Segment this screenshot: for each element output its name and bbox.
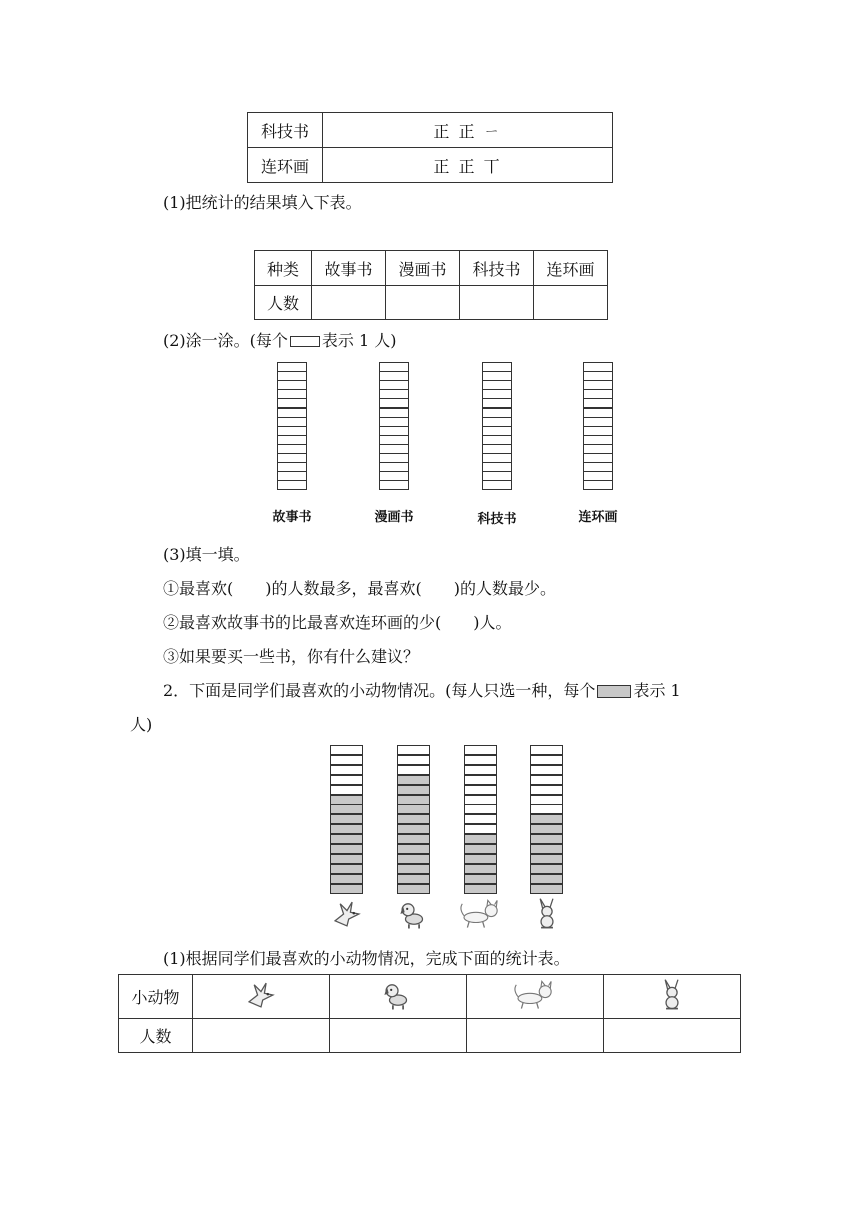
rabbit-icon <box>657 978 687 1012</box>
cat-icon <box>510 978 560 1012</box>
chart-cell <box>464 884 497 894</box>
chart-cell <box>397 864 430 874</box>
chart-cell <box>330 884 363 894</box>
chart-cell <box>330 804 363 814</box>
chart-cell <box>530 814 563 824</box>
bird-icon <box>330 897 364 931</box>
chart-cell <box>530 745 563 755</box>
chart-cell <box>330 814 363 824</box>
chart-cell <box>330 745 363 755</box>
animal-table-rabbit-cell <box>604 975 741 1019</box>
chart-cell <box>330 864 363 874</box>
question-3-item-3: ③如果要买一些书，你有什么建议？ <box>163 647 420 666</box>
animal-table-bird-cell <box>193 975 330 1019</box>
question-3-title: (3)填一填。 <box>163 545 250 564</box>
chart-cell <box>530 804 563 814</box>
coloring-cell[interactable] <box>379 480 409 490</box>
chart-cell <box>530 874 563 884</box>
question-2-text-before: (2)涂一涂。(每个 <box>163 331 288 350</box>
chart-cell <box>397 804 430 814</box>
animal-table-row-label: 人数 <box>119 1019 193 1053</box>
tally-label-science: 科技书 <box>248 113 323 148</box>
chart-cell <box>530 854 563 864</box>
tally-table <box>247 112 613 183</box>
result-row-label: 人数 <box>255 286 312 320</box>
dog-icon <box>397 897 431 931</box>
animal-count-cell[interactable] <box>330 1019 467 1053</box>
animal-table-cat-cell <box>467 975 604 1019</box>
chart-cell <box>530 775 563 785</box>
chart-cell <box>397 785 430 795</box>
chart-cell <box>530 785 563 795</box>
problem-2-text-line-2: 人) <box>130 715 153 734</box>
chart-cell <box>464 844 497 854</box>
chart-cell <box>397 824 430 834</box>
result-cell[interactable] <box>534 286 608 320</box>
chart-cell <box>530 844 563 854</box>
chart-cell <box>464 814 497 824</box>
chart-cell <box>530 884 563 894</box>
chart-cell <box>397 795 430 805</box>
animal-count-cell[interactable] <box>604 1019 741 1053</box>
chart-cell <box>330 795 363 805</box>
problem-2-text <box>163 678 681 701</box>
chart-cell <box>330 874 363 884</box>
coloring-cell[interactable] <box>277 480 307 490</box>
result-cell[interactable] <box>460 286 534 320</box>
chart-cell <box>397 844 430 854</box>
chart-cell <box>397 745 430 755</box>
chart-cell <box>330 755 363 765</box>
chart-cell <box>464 755 497 765</box>
chart-cell <box>330 785 363 795</box>
chart-cell <box>464 795 497 805</box>
chart-cell <box>330 775 363 785</box>
chart-cell <box>330 854 363 864</box>
dog-icon <box>381 978 415 1012</box>
coloring-chart-label: 漫画书 <box>374 510 414 525</box>
result-header-manga: 漫画书 <box>386 251 460 286</box>
unit-rect-icon <box>290 336 320 347</box>
problem-2-question-1-text: (1)根据同学们最喜欢的小动物情况，完成下面的统计表。 <box>163 949 570 968</box>
chart-cell <box>464 775 497 785</box>
gray-unit-rect-icon <box>597 685 631 698</box>
animal-table-header-label: 小动物 <box>119 975 193 1019</box>
question-3-item-1: ①最喜欢( )的人数最多，最喜欢( )的人数最少。 <box>163 579 556 598</box>
chart-cell <box>464 765 497 775</box>
animal-count-cell[interactable] <box>193 1019 330 1053</box>
chart-cell <box>397 814 430 824</box>
animal-count-cell[interactable] <box>467 1019 604 1053</box>
result-header-story: 故事书 <box>312 251 386 286</box>
coloring-chart-label: 连环画 <box>578 510 618 525</box>
chart-cell <box>397 854 430 864</box>
result-header-science: 科技书 <box>460 251 534 286</box>
chart-cell <box>464 745 497 755</box>
problem-2-text-before: 2．下面是同学们最喜欢的小动物情况。(每人只选一种，每个 <box>163 681 596 700</box>
chart-cell <box>464 864 497 874</box>
tally-label-comic-strip: 连环画 <box>248 148 323 183</box>
chart-cell <box>397 874 430 884</box>
coloring-chart-label: 科技书 <box>477 512 517 527</box>
chart-cell <box>530 765 563 775</box>
result-cell[interactable] <box>386 286 460 320</box>
tally-marks-science: 正 正 ㄧ <box>323 113 613 148</box>
chart-cell <box>464 854 497 864</box>
chart-cell <box>530 824 563 834</box>
animal-table-dog-cell <box>330 975 467 1019</box>
chart-cell <box>530 834 563 844</box>
chart-cell <box>397 765 430 775</box>
chart-cell <box>464 785 497 795</box>
chart-cell <box>330 765 363 775</box>
chart-cell <box>330 834 363 844</box>
chart-cell <box>464 824 497 834</box>
chart-cell <box>464 834 497 844</box>
tally-marks-comic-strip: 正 正 丅 <box>323 148 613 183</box>
problem-2-text-after: 表示 1 <box>633 681 681 700</box>
question-2-text-after: 表示 1 人) <box>321 331 397 350</box>
chart-cell <box>397 755 430 765</box>
chart-cell <box>397 775 430 785</box>
question-3-item-2: ②最喜欢故事书的比最喜欢连环画的少( )人。 <box>163 613 512 632</box>
chart-cell <box>330 824 363 834</box>
coloring-chart-label: 故事书 <box>272 510 312 525</box>
rabbit-icon <box>530 897 564 931</box>
question-1-text: (1)把统计的结果填入下表。 <box>163 193 362 212</box>
chart-cell <box>530 795 563 805</box>
chart-cell <box>397 834 430 844</box>
result-table <box>254 250 608 320</box>
chart-cell <box>464 874 497 884</box>
chart-cell <box>464 804 497 814</box>
animal-table <box>118 974 741 1053</box>
chart-cell <box>330 844 363 854</box>
chart-cell <box>530 755 563 765</box>
bird-icon <box>244 978 278 1012</box>
coloring-cell[interactable] <box>482 480 512 490</box>
cat-icon <box>456 897 506 931</box>
chart-cell <box>530 864 563 874</box>
chart-cell <box>397 884 430 894</box>
result-header-comic-strip: 连环画 <box>534 251 608 286</box>
question-2-text <box>163 328 397 351</box>
coloring-cell[interactable] <box>583 480 613 490</box>
result-cell[interactable] <box>312 286 386 320</box>
result-header-kind: 种类 <box>255 251 312 286</box>
